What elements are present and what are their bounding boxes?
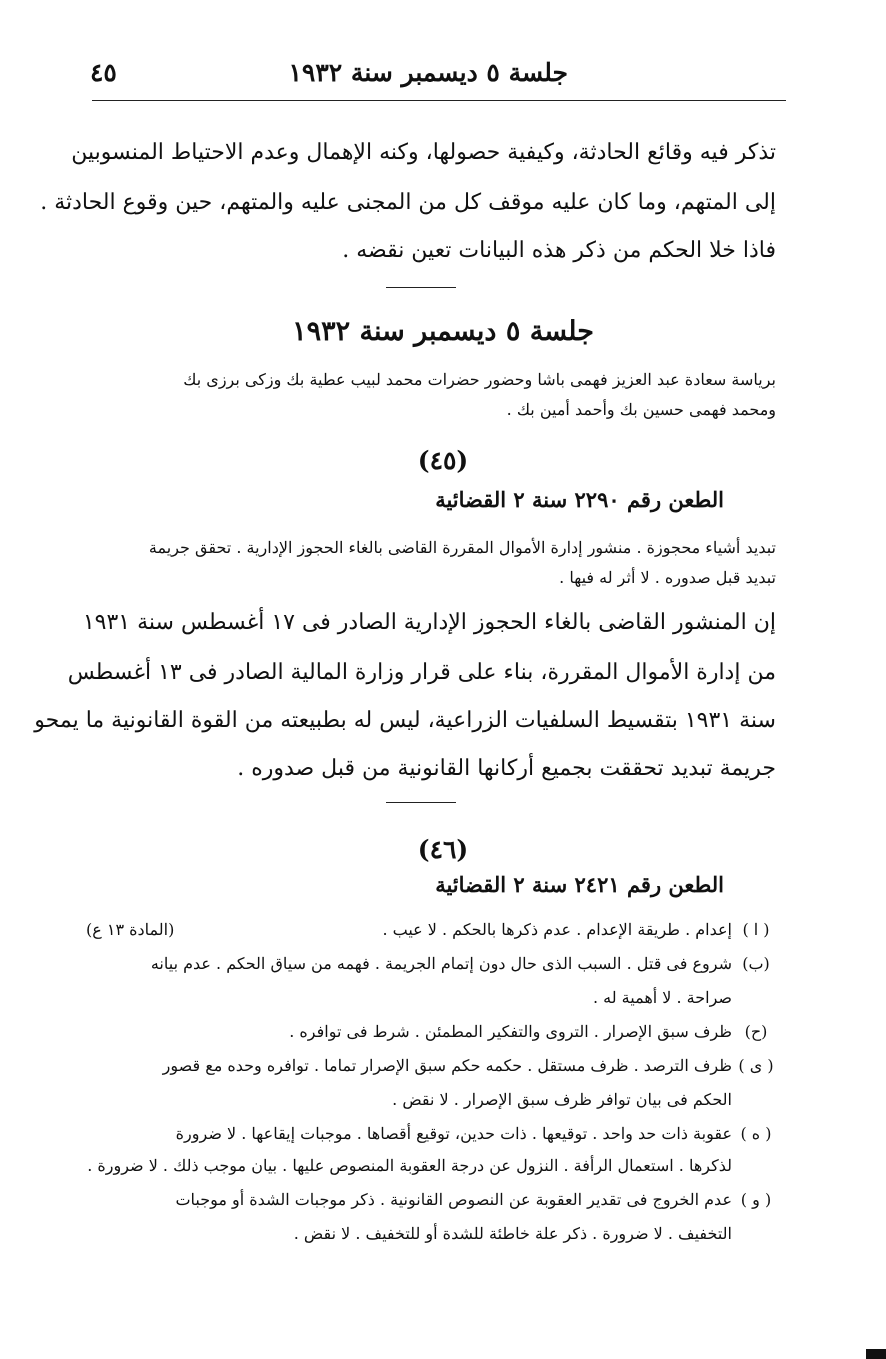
article-reference: (المادة ١٣ ع) bbox=[86, 920, 175, 939]
item-letter: ( ه ) bbox=[740, 1124, 772, 1143]
item-text: عدم الخروج فى تقدير العقوبة عن النصوص القانونية . ذكر موجبات الشدة أو موجبات bbox=[175, 1190, 732, 1209]
page-number: ٤٥ bbox=[90, 58, 117, 87]
case45-summary-line-2: تبديد قبل صدوره . لا أثر له فيها . bbox=[559, 568, 776, 587]
case45-summary-line-1: تبديد أشياء محجوزة . منشور إدارة الأموال المقررة القاضى بالغاء الحجوز الإدارية . تحقق جريمة bbox=[148, 538, 776, 557]
item-text: الحكم فى بيان توافر ظرف سبق الإصرار . لا نقض . bbox=[392, 1090, 732, 1109]
item-text: ظرف سبق الإصرار . التروى والتفكير المطمئن . شرط فى توافره . bbox=[289, 1022, 732, 1041]
item-text: التخفيف . لا ضرورة . ذكر علة خاطئة للشدة أو للتخفيف . لا نقض . bbox=[293, 1224, 732, 1243]
case-number-46: (٤٦) bbox=[417, 835, 469, 864]
item-letter: ( ا ) bbox=[742, 920, 770, 939]
session-members-line-1: برياسة سعادة عبد العزيز فهمى باشا وحضور حضرات محمد لبيب عطية بك وزكى برزى بك bbox=[183, 370, 776, 389]
item-letter: ( و ) bbox=[740, 1190, 772, 1209]
appeal-number-46: الطعن رقم ٢٤٢١ سنة ٢ القضائية bbox=[435, 872, 724, 897]
section-divider-2 bbox=[386, 802, 456, 803]
appeal-number-45: الطعن رقم ٢٢٩٠ سنة ٢ القضائية bbox=[435, 487, 724, 512]
intro-line-2: إلى المتهم، وما كان عليه موقف كل من المجنى عليه والمتهم، حين وقوع الحادثة . bbox=[40, 190, 776, 215]
intro-line-1: تذكر فيه وقائع الحادثة، وكيفية حصولها، وكنه الإهمال وعدم الاحتياط المنسوبين bbox=[71, 140, 776, 165]
item-text: إعدام . طريقة الإعدام . عدم ذكرها بالحكم . لا عيب . bbox=[382, 920, 732, 939]
item-letter: (ب) bbox=[742, 954, 770, 973]
case45-principle-line-4: جريمة تبديد تحققت بجميع أركانها القانونية من قبل صدوره . bbox=[237, 756, 776, 781]
session-title: جلسة ٥ ديسمبر سنة ١٩٣٢ bbox=[292, 316, 594, 347]
item-text: صراحة . لا أهمية له . bbox=[592, 988, 732, 1007]
case-number-45: (٤٥) bbox=[417, 446, 469, 475]
section-divider bbox=[386, 287, 456, 288]
case45-principle-line-2: من إدارة الأموال المقررة، بناء على قرار وزارة المالية الصادر فى ١٣ أغسطس bbox=[67, 660, 776, 685]
intro-line-3: فاذا خلا الحكم من ذكر هذه البيانات تعين نقضه . bbox=[342, 238, 776, 263]
running-title: جلسة ٥ ديسمبر سنة ١٩٣٢ bbox=[288, 58, 568, 87]
page-corner-mark bbox=[866, 1349, 886, 1359]
session-members-line-2: ومحمد فهمى حسين بك وأحمد أمين بك . bbox=[506, 400, 776, 419]
item-letter: ( ى ) bbox=[738, 1056, 774, 1075]
item-letter: (ح) bbox=[744, 1022, 768, 1041]
item-text: شروع فى قتل . السبب الذى حال دون إتمام الجريمة . فهمه من سياق الحكم . عدم بيانه bbox=[150, 954, 732, 973]
item-text: لذكرها . استعمال الرأفة . النزول عن درجة العقوبة المنصوص عليها . بيان موجب ذلك . لا ضرورة . bbox=[87, 1156, 732, 1175]
case45-principle-line-1: إن المنشور القاضى بالغاء الحجوز الإدارية الصادر فى ١٧ أغسطس سنة ١٩٣١ bbox=[82, 610, 776, 635]
header-rule bbox=[92, 100, 786, 101]
case45-principle-line-3: سنة ١٩٣١ بتقسيط السلفيات الزراعية، ليس له بطبيعته من القوة القانونية ما يمحو bbox=[34, 708, 776, 733]
page-header bbox=[90, 58, 786, 94]
item-text: عقوبة ذات حد واحد . توقيعها . ذات حدين، توقيع أقصاها . موجبات إيقاعها . لا ضرورة bbox=[175, 1124, 732, 1143]
item-text: ظرف الترصد . ظرف مستقل . حكمه حكم سبق الإصرار تماما . توافره وحده مع قصور bbox=[162, 1056, 732, 1075]
